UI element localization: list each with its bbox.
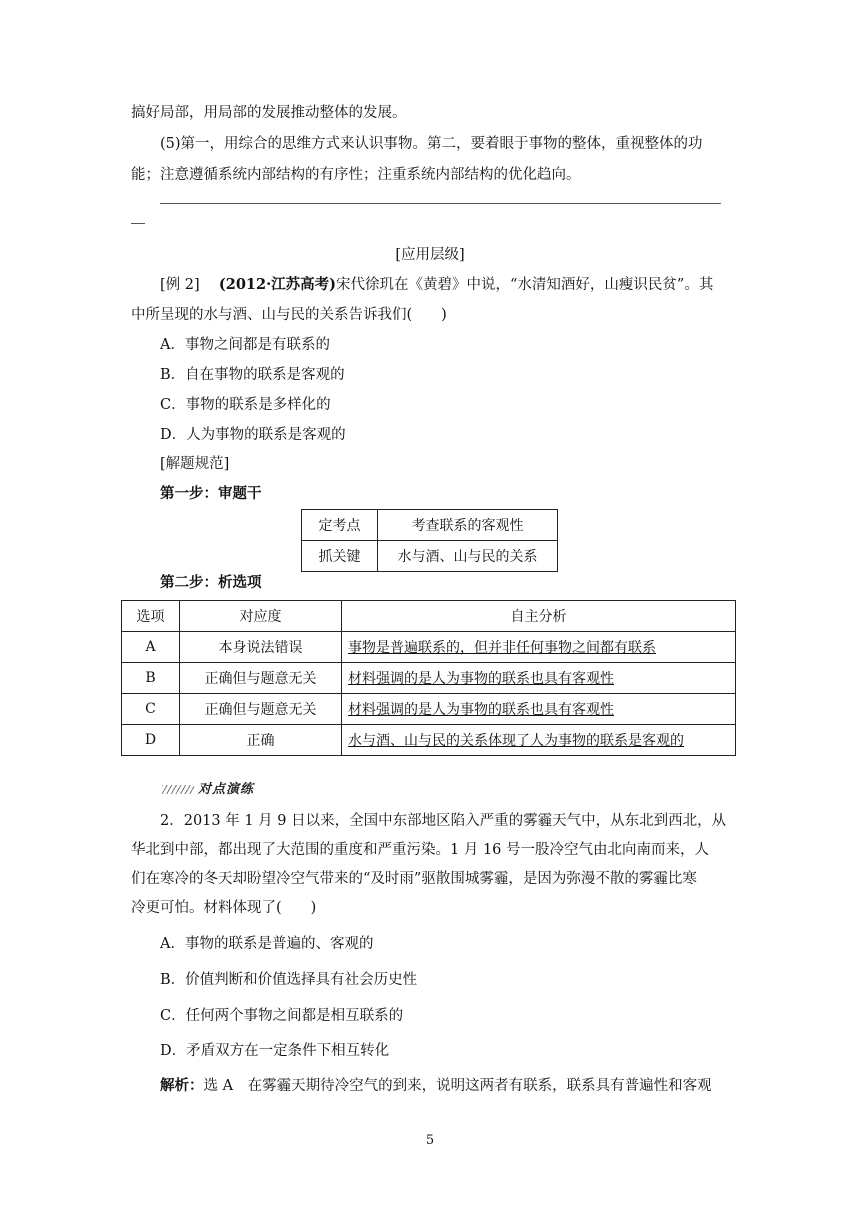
table-cell: 事物是普遍联系的，但并非任何事物之间都有联系	[342, 632, 736, 663]
column-header: 选项	[122, 601, 180, 632]
example-source: (2012·江苏高考)	[218, 276, 337, 293]
table-row	[122, 694, 736, 725]
analysis-text: 选 A 在雾霾天期待冷空气的到来，说明这两者有联系，联系具有普遍性和客观	[203, 1078, 712, 1094]
table-row	[122, 725, 736, 756]
question-option-d: D．矛盾双方在一定条件下相互转化	[160, 1043, 390, 1059]
practice-banner	[162, 778, 254, 797]
column-header: 对应度	[180, 601, 342, 632]
text-line: 能；注意遵循系统内部结构的有序性；注重系统内部结构的优化趋向。	[131, 167, 581, 183]
table-cell: 定考点	[302, 510, 378, 541]
options-analysis-table	[121, 600, 736, 756]
option-c: C．事物的联系是多样化的	[160, 397, 331, 413]
step-one-heading: 第一步：审题干	[160, 485, 262, 502]
table-cell: 正确	[180, 725, 342, 756]
table-header-row	[122, 601, 736, 632]
table-cell: B	[122, 663, 180, 694]
practice-label: 对点演练	[198, 782, 255, 797]
rule-continuation	[131, 223, 145, 224]
option-b: B．自在事物的联系是客观的	[160, 367, 345, 383]
horizontal-rule	[160, 203, 721, 204]
text-line: 搞好局部，用局部的发展推动整体的发展。	[131, 105, 407, 121]
solve-heading: [解题规范]	[160, 456, 230, 472]
table-cell: 材料强调的是人为事物的联系也具有客观性	[342, 663, 736, 694]
analysis-line	[160, 1077, 712, 1095]
example-label: [例 2]	[160, 277, 200, 293]
table-cell: 抓关键	[302, 541, 378, 572]
page-number: 5	[425, 1133, 435, 1148]
option-d: D．人为事物的联系是客观的	[160, 427, 346, 443]
table-row	[302, 541, 558, 572]
question-option-b: B．价值判断和价值选择具有社会历史性	[160, 972, 418, 988]
table-cell: 本身说法错误	[180, 632, 342, 663]
example-text: 宋代徐玑在《黄碧》中说，“水清知酒好，山瘦识民贫”。其	[336, 277, 714, 293]
table-row	[302, 510, 558, 541]
slash-decoration-icon	[162, 785, 194, 794]
step-two-heading: 第二步：析选项	[160, 574, 262, 591]
question-line: 华北到中部，都出现了大范围的重度和严重污染。1 月 16 号一股冷空气由北向南而来，人	[131, 842, 709, 858]
table-cell: C	[122, 694, 180, 725]
table-row	[122, 632, 736, 663]
table-cell: D	[122, 725, 180, 756]
question-line: 2．2013 年 1 月 9 日以来，全国中东部地区陷入严重的雾霾天气中，从东北到西北，从	[160, 813, 727, 829]
key-points-table	[301, 509, 558, 572]
column-header: 自主分析	[342, 601, 736, 632]
table-cell: 水与酒、山与民的关系体现了人为事物的联系是客观的	[342, 725, 736, 756]
question-option-c: C．任何两个事物之间都是相互联系的	[160, 1008, 404, 1024]
question-line: 们在寒冷的冬天却盼望冷空气带来的“及时雨”驱散围城雾霾，是因为弥漫不散的雾霾比寒	[131, 871, 697, 887]
question-line: 冷更可怕。材料体现了( )	[131, 900, 317, 916]
section-heading: [应用层级]	[395, 247, 465, 263]
example-line	[160, 276, 713, 294]
table-cell: A	[122, 632, 180, 663]
question-option-a: A．事物的联系是普遍的、客观的	[160, 936, 374, 952]
table-cell: 正确但与题意无关	[180, 694, 342, 725]
table-cell: 材料强调的是人为事物的联系也具有客观性	[342, 694, 736, 725]
option-a: A．事物之间都是有联系的	[160, 337, 330, 353]
table-cell: 水与酒、山与民的关系	[378, 541, 558, 572]
analysis-label: 解析：	[160, 1077, 204, 1094]
example-line: 中所呈现的水与酒、山与民的关系告诉我们( )	[131, 307, 447, 323]
table-cell: 考查联系的客观性	[378, 510, 558, 541]
table-cell: 正确但与题意无关	[180, 663, 342, 694]
table-row	[122, 663, 736, 694]
text-line: (5)第一，用综合的思维方式来认识事物。第二，要着眼于事物的整体，重视整体的功	[160, 136, 703, 152]
